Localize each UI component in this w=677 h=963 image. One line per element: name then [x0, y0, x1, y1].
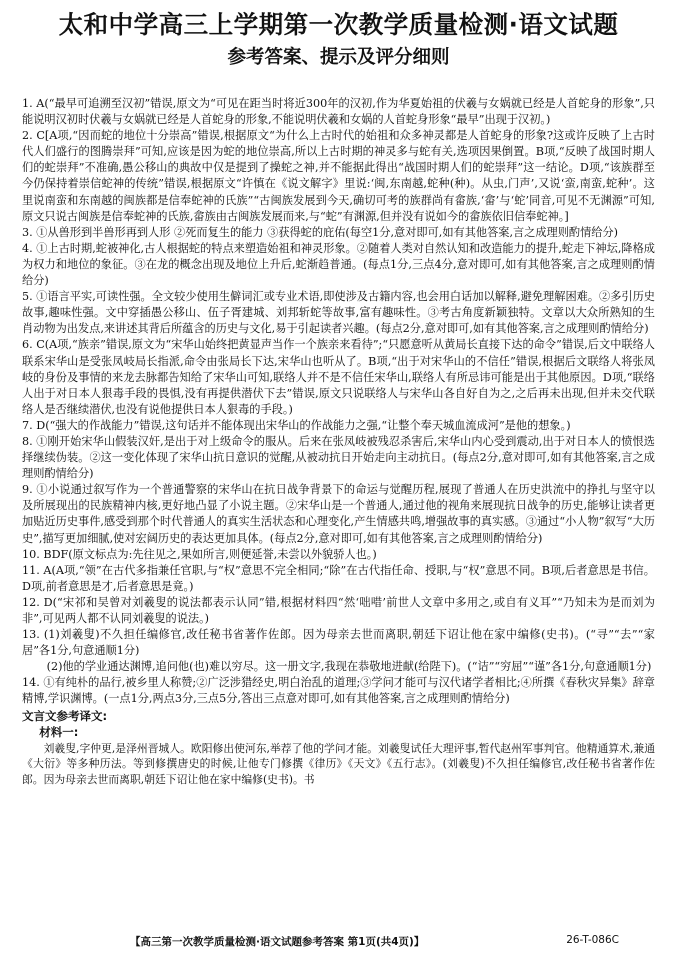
- answer-item-13-1: 13. (1)刘羲叟)不久担任编修官,改任秘书省著作佐郎。因为母亲去世而离职,朝廷下诏让他在家中编修(史书)。(“寻”“去”“家居”各1分,句意通顺1分): [22, 628, 655, 658]
- translation-subheading: 材料一:: [39, 725, 79, 740]
- answer-list: [22, 96, 655, 788]
- answer-item-1: 1. A(“最早可追溯至汉初”错误,原文为“可见在距当时将近300年的汉初,作为华夏始祖的伏羲与女娲就已经是人首蛇身的形象”,只能说明汉初时伏羲与女娲就已经是人首蛇身的形象,不能说明伏羲和女娲的人首蛇身形象“最早”出现于汉初。): [22, 97, 655, 127]
- answer-item-3: 3. ①从兽形到半兽形再到人形 ②死而复生的能力 ③获得蛇的庇佑(每空1分,意对即可,如有其他答案,言之成理则酌情给分): [22, 225, 619, 239]
- page-title: 太和中学高三上学期第一次教学质量检测·语文试题: [58, 10, 619, 39]
- answer-item-7: 7. D(“强大的作战能力”错误,这句话并不能体现出宋华山的作战能力之强,“让整个奉天城血流成河”是他的想象。): [22, 418, 571, 432]
- answer-item-9: 9. ①小说通过叙写作为一个普通警察的宋华山在抗日战争背景下的命运与觉醒历程,展现了普通人在历史洪流中的挣扎与坚守以及所展现出的民族精神内核,更好地凸显了小说主题。②宋华山是一个普通人,通过他的视角来展现抗日战争的历史,能够让读者更加贴近历史事件,感受到那个时代普通人的真实生活状态和心理变化,产生情感共鸣,增强故事的真实感。③通过“小人物”叙写“大历史”,描写更加细腻,使对宏阔历史的表达更加具体。(每点2分,意对即可,如有其他答案,言之成理则酌情给分): [22, 483, 655, 545]
- answer-item-10: 10. BDF(原文标点为:先往见之,果如所言,则便延誉,未尝以外貌骄人也。): [22, 547, 377, 561]
- footer-page-info: 【高三第一次教学质量检测·语文试题参考答案 第1页(共4页)】: [130, 936, 425, 948]
- answer-item-5: 5. ①语言平实,可读性强。全文较少使用生僻词汇或专业术语,即使涉及古籍内容,也会用白话加以解释,避免理解困难。②多引历史故事,趣味性强。文中穿插愚公移山、伍子胥建城、刘邦斩蛇等故事,富有趣味性。③考古角度新颖独特。文章以大众所熟知的生肖动物为出发点,来讲述其背后所蕴含的历史与文化,易于引起读者兴趣。(每点2分,意对即可,如有其他答案,言之成理则酌情给分): [22, 290, 655, 336]
- translation-heading: 文言文参考译文:: [22, 708, 108, 723]
- answer-item-6: 6. C(A项,“族亲”错误,原文为“宋华山始终把黄显声当作一个族亲来看待”;“只愿意听从黄局长直接下达的命令”错误,后文中联络人联系宋华山是受张凤岐局长指派,命令由张局长下达,宋华山也听从了。B项,“出于对宋华山的不信任”错误,根据后文联络人将张凤岐的身份及事情的来龙去脉都告知给了宋华山可知,联络人并不是不信任宋华山,联络人有所忌讳可能是出于其他原因。D项,“联络人出于对日本人狠毒手段的畏惧,没有再提供潜伏下去”错误,原文只说联络人与宋华山各自好自为之,之后再未出现,但并未交代联络人是否继续潜伏,也没有说他提供日本人狠毒的手段。): [22, 338, 655, 416]
- page-subtitle: 参考答案、提示及评分细则: [227, 47, 450, 68]
- answer-item-8: 8. ①刚开始宋华山假装汉奸,是出于对上级命令的服从。后来在张凤岐被残忍杀害后,宋华山内心受到震动,出于对日本人的愤恨选择继续伪装。②这一变化体现了宋华山抗日意识的觉醒,从被动抗日开始走向主动抗日。(每点2分,意对即可,如有其他答案,言之成理则酌情给分): [22, 434, 655, 481]
- footer-code: 26-T-086C: [566, 934, 619, 946]
- answer-item-14: 14. ①有纯朴的品行,被乡里人称赞;②广泛涉猎经史,明白治乱的道理;③学问才能可与汉代诸学者相比;④所撰《春秋灾异集》辞章精博,学识渊博。(一点1分,两点3分,三点5分,答出三点意对即可,如有其他答案,言之成理则酌情给分): [22, 676, 655, 706]
- answer-item-2: 2. C[A项,“因而蛇的地位十分崇高”错误,根据原文“为什么上古时代的始祖和众多神灵都是人首蛇身的形象?这或许反映了上古时代人们盛行的图腾崇拜”可知,应该是因为蛇的地位崇高,所以上古时期的神灵多与蛇有关,选项因果倒置。B项,“反映了战国时期人们的蛇崇拜”不准确,愚公移山的典故中仅是提到了操蛇之神,并不能据此得出“战国时期人们的蛇崇拜”这一结论。D项,“该族群至今仍保持着崇信蛇神的传统”错误,根据原文“许慎在《说文解字》里说:‘闽,东南越,蛇种(种)。从虫,门声’,又说‘蛮,南蛮,蛇种’。这里说南蛮和东南越的闽族都是信奉蛇神的氏族”“古闽族发展到今天,确切可考的族群尚有畲族,‘畲’与‘蛇’同音,可见不无渊源”可知,原文只说古闽族是信奉蛇神的氏族,畲族由古闽族发展而来,与“蛇”有渊源,但并没有说如今的畲族依旧信奉蛇神。]: [22, 129, 655, 223]
- translation-text: 刘羲叟,字仲更,是泽州晋城人。欧阳修出使河东,举荐了他的学问才能。刘羲叟试任大理评事,暂代赵州军事判官。他精通算术,兼通《大衍》等多种历法。等到修撰唐史的时候,让他专门修撰《律历》《天文》《五行志》。(刘羲叟)不久担任编修官,改任秘书省著作佐郎。因为母亲去世而离职,朝廷下诏让他在家中编修(史书)。书: [22, 741, 655, 787]
- answer-item-4: 4. ①上古时期,蛇被神化,古人根据蛇的特点来塑造始祖和神灵形象。②随着人类对自然认知和改造能力的提升,蛇走下神坛,降格成为权力和地位的象征。③在龙的概念出现及地位上升后,蛇渐趋普通。(每点1分,三点4分,意对即可,如有其他答案,言之成理则酌情给分): [22, 241, 655, 288]
- page-footer: [0, 934, 677, 952]
- answer-item-12: 12. D(“宋祁和吴曾对刘羲叟的说法都表示认同”错,根据材料四“然‘咄唶’前世人文章中多用之,或自有义耳”“乃知未为是而刘为非”,可见两人都不认同刘羲叟的说法。): [22, 595, 655, 625]
- answer-item-13-2: (2)他的学业通达渊博,追问他(也)难以穷尽。这一册文字,我现在恭敬地进献(给陛下)。(“诘”“穷屈”“谨”各1分,句意通顺1分): [46, 660, 652, 674]
- answer-item-11: 11. A(A项,“领”在古代多指兼任官职,与“权”意思不完全相同;“除”在古代指任命、授职,与“权”意思不同。B项,后者意思是书信。D项,前者意思是才,后者意思是竟。): [22, 563, 655, 593]
